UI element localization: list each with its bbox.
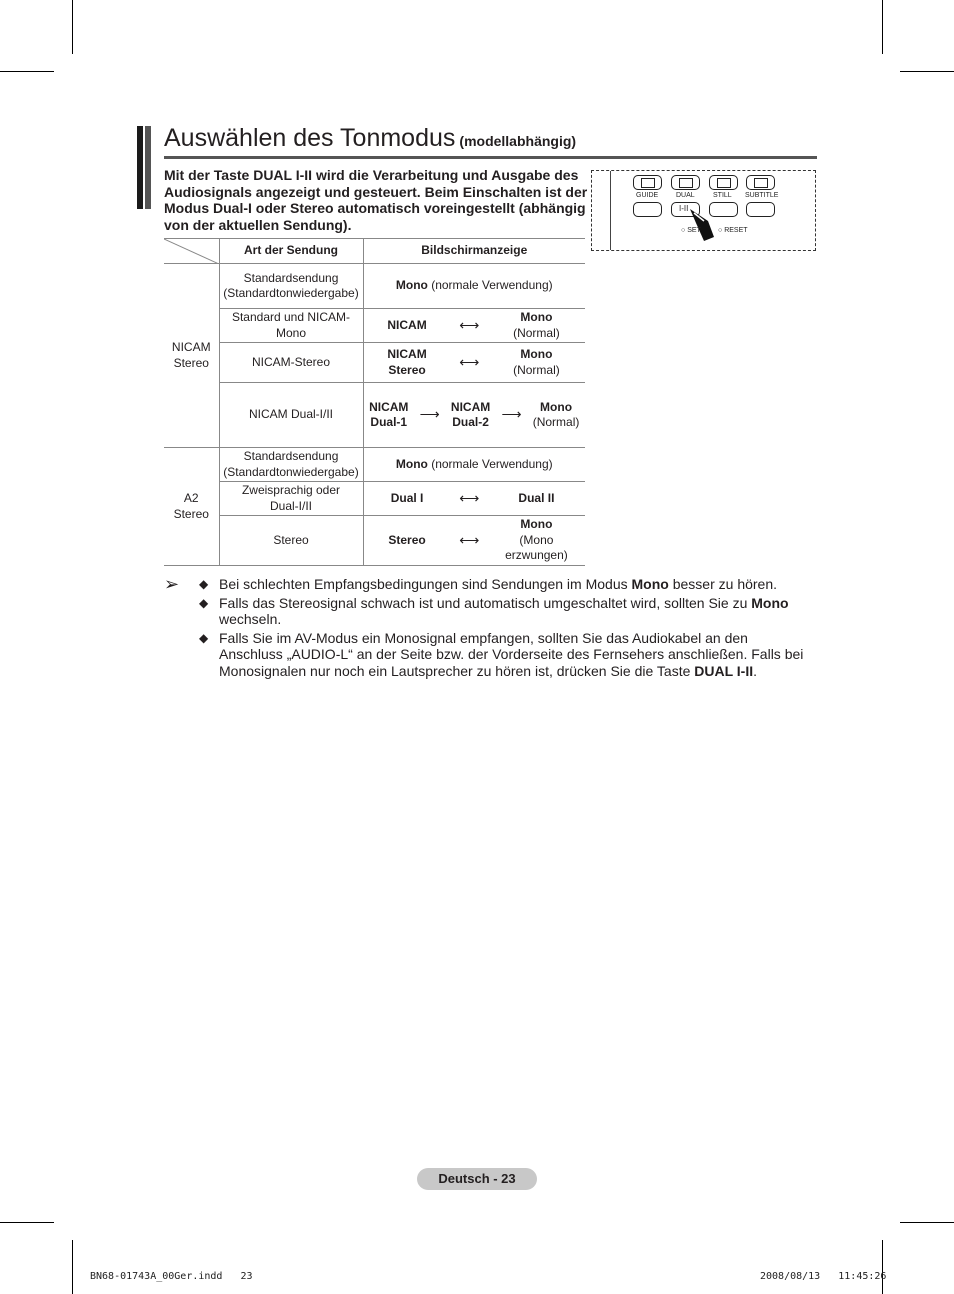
- crop-mark: [900, 1222, 954, 1223]
- note-text: .: [753, 662, 758, 679]
- remote-label-still: STILL: [713, 192, 732, 199]
- mode-mono: [533, 400, 580, 431]
- type-cell: NICAM-Stereo: [219, 343, 363, 383]
- remote-illustration: [591, 170, 816, 251]
- page-title: [164, 124, 576, 153]
- guide-button-icon: [633, 175, 662, 190]
- crop-mark: [882, 0, 883, 54]
- crop-mark: [72, 1240, 73, 1294]
- mono-label: Mono: [395, 456, 428, 471]
- note-text: Falls das Stereosignal schwach ist und automatisch umgeschaltet wird, sollten Sie zu: [219, 594, 752, 611]
- remote-edge: [605, 171, 611, 251]
- reset-indicator: ○ RESET: [718, 227, 748, 234]
- table-row: [164, 309, 585, 343]
- header-corner-cell: [164, 239, 219, 264]
- display-cell: [363, 482, 585, 516]
- type-cell: Zweisprachig oder Dual-I/II: [219, 482, 363, 516]
- mode-right-bold: Mono: [520, 517, 553, 532]
- print-slug-date: 2008/08/13 11:45:26: [760, 1271, 887, 1282]
- note-bold: DUAL I-II: [694, 662, 754, 679]
- type-cell: NICAM Dual-I/II: [219, 383, 363, 448]
- title-text: Auswählen des Tonmodus: [164, 124, 456, 152]
- title-rule: [164, 156, 817, 159]
- print-slug-file: BN68-01743A_00Ger.indd 23: [90, 1271, 253, 1282]
- table-row: [164, 343, 585, 383]
- toggle-arrow-icon: ⟷: [459, 353, 480, 370]
- notes-section: [164, 576, 814, 681]
- group-nicam: NICAM Stereo: [164, 264, 219, 448]
- mode-dual-1: NICAM Dual-1: [369, 399, 409, 429]
- set-indicator: ○ SET: [681, 227, 701, 234]
- page-number-badge: Deutsch - 23: [417, 1168, 537, 1190]
- pointer-arrow-icon: ➢: [164, 574, 180, 594]
- note-bold: Mono: [631, 576, 669, 592]
- table-row: [164, 482, 585, 516]
- display-cell: [363, 516, 585, 566]
- mode-right-bold: Dual II: [518, 490, 555, 505]
- mono-note: (normale Verwendung): [427, 278, 553, 293]
- set-label: SET: [687, 227, 701, 234]
- mode-left: Dual I: [390, 490, 424, 505]
- remote-label-guide: GUIDE: [636, 192, 659, 199]
- remote-label-dual: DUAL: [676, 192, 695, 199]
- next-arrow-icon: ⟶: [501, 406, 522, 423]
- table-row: [164, 383, 585, 448]
- mode-left: NICAM: [387, 317, 427, 332]
- type-cell: Standard und NICAM- Mono: [219, 309, 363, 343]
- list-item: [164, 630, 814, 680]
- section-marker-bar: [137, 126, 143, 209]
- blank-button-icon: [746, 202, 775, 217]
- table-row: [164, 264, 585, 309]
- crop-mark: [0, 1222, 54, 1223]
- crop-mark: [882, 1240, 883, 1294]
- mono-note: (normale Verwendung): [427, 456, 553, 471]
- diamond-bullet-icon: ◆: [199, 577, 209, 591]
- mode-right-note: (Mono erzwungen): [505, 532, 568, 563]
- toggle-arrow-icon: ⟷: [459, 489, 480, 506]
- table-header-row: [164, 239, 585, 264]
- blank-button-icon: [633, 202, 662, 217]
- type-cell: Standardsendung (Standardtonwiedergabe): [219, 264, 363, 309]
- mode-mono-note: (Normal): [532, 415, 580, 429]
- mode-right: [496, 347, 576, 378]
- still-button-icon: [709, 175, 738, 190]
- diamond-bullet-icon: ◆: [199, 630, 209, 645]
- section-marker-bar: [145, 126, 151, 209]
- mode-right: [496, 517, 576, 564]
- table-row: [164, 516, 585, 566]
- note-bold: Mono: [751, 594, 789, 611]
- note-text: besser zu hören.: [668, 576, 778, 592]
- mode-right-bold: Mono: [520, 347, 553, 361]
- crop-mark: [72, 0, 73, 54]
- group-a2: A2 Stereo: [164, 448, 219, 566]
- mode-mono-bold: Mono: [540, 399, 573, 414]
- display-cell: [363, 264, 585, 309]
- note-text: Falls Sie im AV-Modus ein Monosignal empfangen, sollten Sie das Audiokabel an den Anschluss „AUDIO-L“ an der Seite bzw. der Vorderseite des Fernsehers anschließen. Falls bei Monosignalen nur noch ein Lautsprecher zu hören ist, drücken Sie die Taste: [219, 629, 804, 679]
- display-cell: [363, 448, 585, 482]
- mode-dual-2: NICAM Dual-2: [450, 399, 491, 429]
- mode-right-note: (Normal): [513, 325, 560, 340]
- mode-right-bold: Mono: [520, 310, 553, 324]
- mono-label: Mono: [395, 278, 428, 293]
- next-arrow-icon: ⟶: [419, 406, 440, 423]
- note-text: Bei schlechten Empfangsbedingungen sind Sendungen im Modus: [219, 576, 632, 592]
- header-display: Bildschirmanzeige: [363, 239, 585, 264]
- note-text: wechseln.: [219, 611, 282, 627]
- crop-mark: [900, 71, 954, 72]
- list-item: [164, 595, 814, 628]
- remote-label-subtitle: SUBTITLE: [745, 192, 779, 199]
- intro-paragraph: Mit der Taste DUAL I-II wird die Verarbeitung und Ausgabe des Audiosignals angezeigt und gesteuert. Beim Einschalten ist der Modus Dual-I oder Stereo automatisch voreingestellt (abhängig von der aktuellen Sendung).: [164, 167, 588, 233]
- list-item: [164, 576, 814, 593]
- crop-mark: [0, 71, 54, 72]
- dual-i-ii-label: I-II: [679, 204, 689, 213]
- sound-mode-table: [164, 238, 585, 566]
- diamond-bullet-icon: ◆: [199, 595, 209, 610]
- header-type: Art der Sendung: [219, 239, 363, 264]
- title-subtitle: (modellabhängig): [459, 133, 577, 149]
- type-cell: Standardsendung (Standardtonwiedergabe): [219, 448, 363, 482]
- mode-right-note: (Normal): [513, 362, 560, 377]
- display-cell: [363, 343, 585, 383]
- toggle-arrow-icon: ⟷: [459, 531, 480, 548]
- mode-left: Stereo: [388, 532, 426, 547]
- type-cell: Stereo: [219, 516, 363, 566]
- display-cell: [363, 383, 585, 448]
- display-cell: [363, 309, 585, 343]
- mode-right: [496, 310, 576, 341]
- dual-button-icon: [671, 175, 700, 190]
- subtitle-button-icon: [746, 175, 775, 190]
- reset-label: RESET: [724, 227, 748, 234]
- mode-left: NICAM Stereo: [387, 347, 427, 377]
- table-row: [164, 448, 585, 482]
- diagonal-line: [164, 239, 219, 264]
- toggle-arrow-icon: ⟷: [459, 316, 480, 333]
